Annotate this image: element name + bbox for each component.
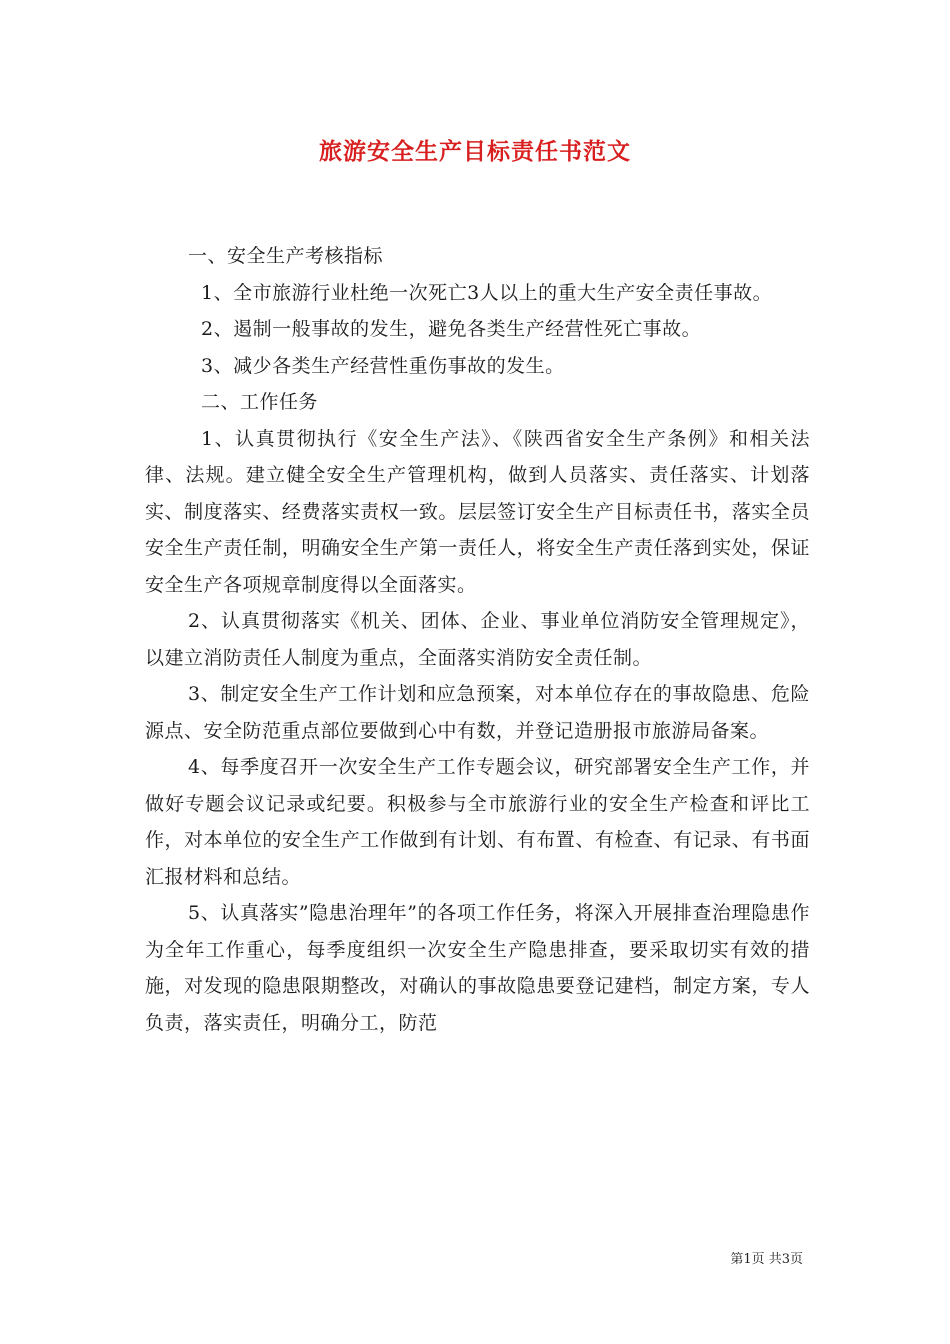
paragraph-2: 2、遏制一般事故的发生，避免各类生产经营性死亡事故。 (201, 318, 702, 340)
paragraph-4: 1、认真贯彻执行《安全生产法》、《陕西省安全生产条例》和相关法律、法规。建立健全安全生产管理机构，做到人员落实、责任落实、计划落实、制度落实、经费落实责权一致。层层签订安全生产目标责任书，落实全员安全生产责任制，明确安全生产第一责任人，将安全生产责任落到实处，保证安全生产各项规章制度得以全面落实。 (145, 427, 810, 596)
paragraph-1: 1、全市旅游行业杜绝一次死亡3人以上的重大生产安全责任事故。 (201, 281, 773, 304)
paragraph-3: 3、减少各类生产经营性重伤事故的发生。 (201, 354, 565, 377)
paragraph-6: 3、制定安全生产工作计划和应急预案，对本单位存在的事故隐患、危险源点、安全防范重点部位要做到心中有数，并登记造册报市旅游局备案。 (145, 683, 810, 742)
document-body (145, 238, 810, 1041)
paragraph-8: 5、认真落实”隐患治理年”的各项工作任务，将深入开展排查治理隐患作为全年工作重心，每季度组织一次安全生产隐患排查，要采取切实有效的措施，对发现的隐患限期整改，对确认的事故隐患要登记建档，制定方案，专人负责，落实责任，明确分工，防范 (145, 902, 810, 1034)
section-heading-2: 二、工作任务 (201, 391, 319, 413)
paragraph-7: 4、每季度召开一次安全生产工作专题会议，研究部署安全生产工作，并做好专题会议记录或纪要。积极参与全市旅游行业的安全生产检查和评比工作，对本单位的安全生产工作做到有计划、有布置、有检查、有记录、有书面汇报材料和总结。 (145, 756, 810, 888)
section-heading-1: 一、安全生产考核指标 (188, 245, 384, 267)
document-title: 旅游安全生产目标责任书范文 (319, 138, 631, 165)
paragraph-5: 2、认真贯彻落实《机关、团体、企业、事业单位消防安全管理规定》，以建立消防责任人制度为重点，全面落实消防安全责任制。 (145, 610, 810, 669)
page-number: 第1页 共3页 (730, 1252, 803, 1267)
